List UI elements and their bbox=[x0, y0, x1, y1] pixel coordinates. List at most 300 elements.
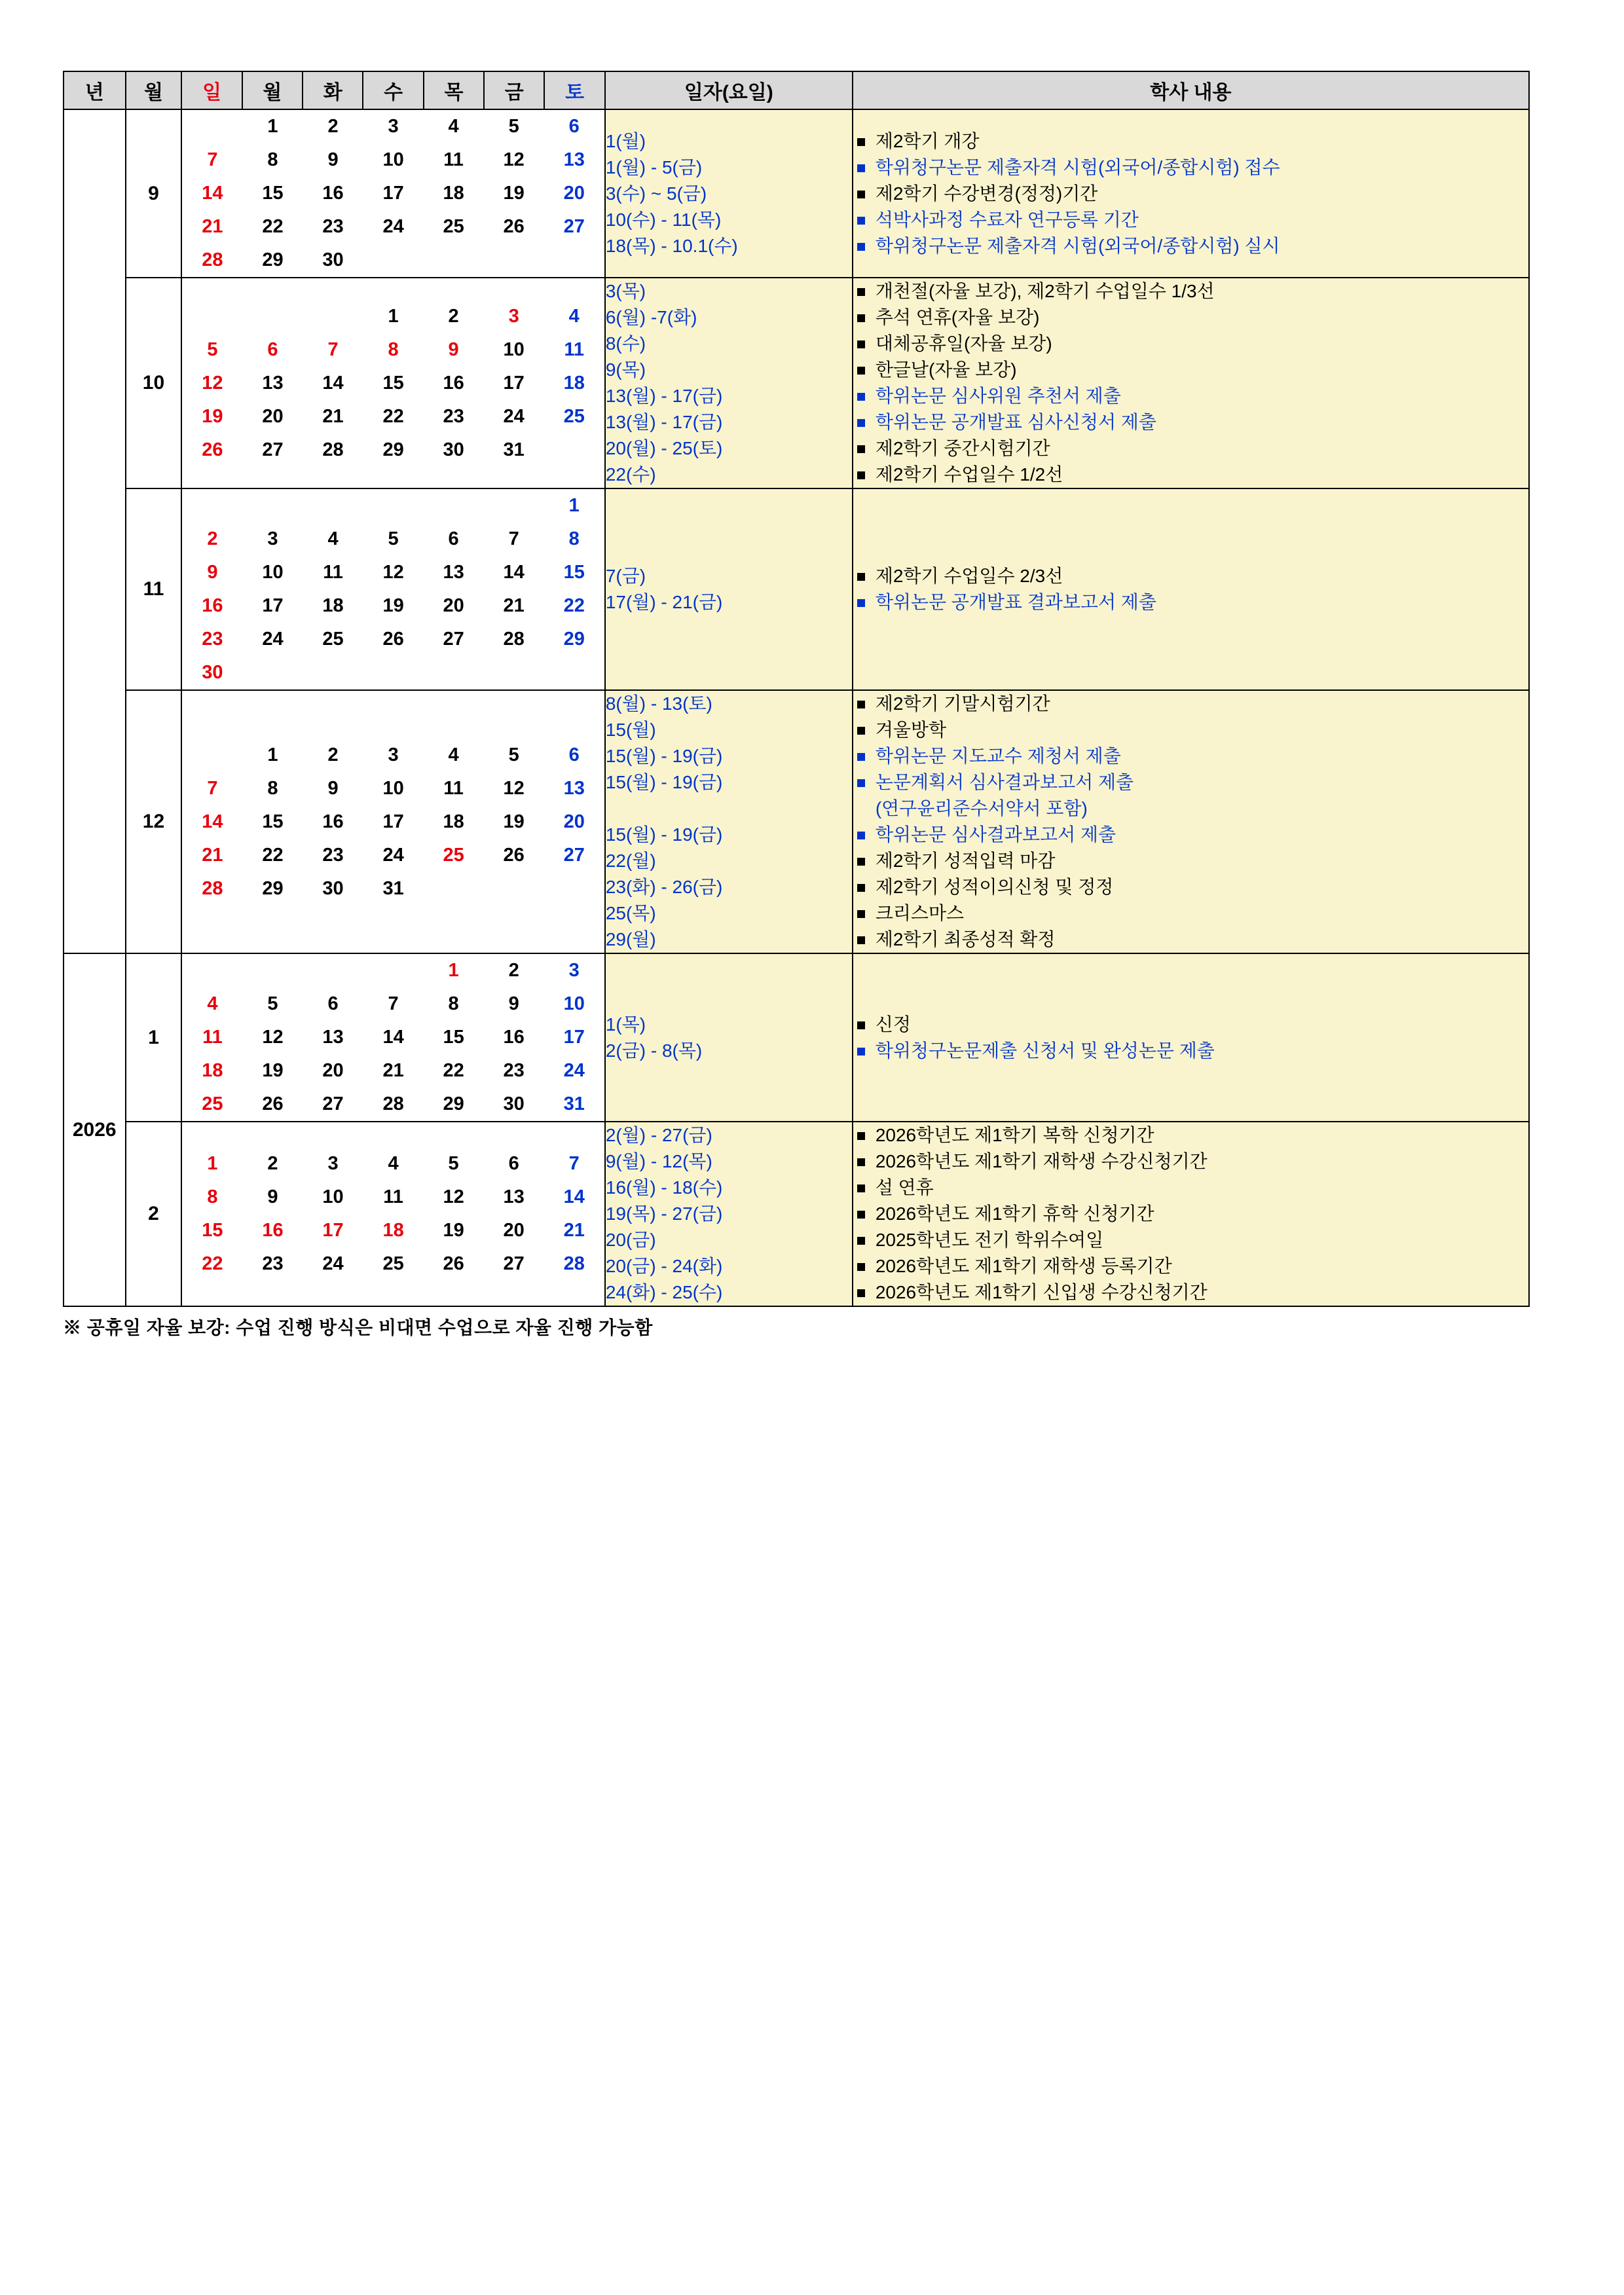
content-entry bbox=[853, 848, 1528, 874]
content-text: 한글날(자율 보강) bbox=[875, 359, 1017, 380]
calendar-week bbox=[182, 433, 604, 467]
mini-calendar bbox=[181, 488, 604, 690]
calendar-day: 30 bbox=[202, 662, 223, 683]
content-entry bbox=[853, 769, 1528, 796]
month-cell: 9 bbox=[126, 109, 182, 278]
date-entry: 18(목) - 10.1(수) bbox=[605, 235, 738, 256]
content-entry bbox=[853, 743, 1528, 769]
calendar-day: 12 bbox=[443, 1186, 464, 1207]
bullet-icon bbox=[857, 910, 865, 918]
calendar-day: 24 bbox=[382, 216, 404, 237]
date-entry: 22(월) bbox=[605, 851, 656, 871]
date-entry: 1(월) - 5(금) bbox=[605, 156, 703, 177]
calendar-day: 6 bbox=[568, 116, 580, 137]
calendar-day: 9 bbox=[327, 149, 339, 170]
calendar-day-empty bbox=[484, 244, 544, 277]
content-entry bbox=[853, 462, 1528, 488]
content-entry bbox=[853, 927, 1528, 953]
content-text: 2026학년도 제1학기 신입생 수강신청기간 bbox=[875, 1282, 1208, 1302]
calendar-day: 26 bbox=[503, 844, 525, 866]
calendar-day: 30 bbox=[322, 877, 344, 899]
header-weekday-thu: 목 bbox=[424, 71, 484, 109]
calendar-day: 14 bbox=[322, 372, 344, 394]
content-entry bbox=[853, 589, 1528, 615]
bullet-icon bbox=[857, 884, 865, 892]
calendar-day: 15 bbox=[443, 1027, 464, 1048]
calendar-day-empty bbox=[424, 489, 484, 523]
content-text: 2026학년도 제1학기 재학생 등록기간 bbox=[875, 1256, 1172, 1276]
table-body bbox=[64, 109, 1529, 1306]
content-text: 논문계획서 심사결과보고서 제출 bbox=[875, 772, 1134, 792]
calendar-day: 13 bbox=[262, 372, 284, 394]
calendar-week bbox=[182, 177, 604, 210]
calendar-day: 29 bbox=[262, 877, 284, 899]
date-list bbox=[605, 488, 853, 690]
date-entry: 15(월) bbox=[605, 720, 656, 740]
bullet-icon bbox=[857, 393, 865, 401]
calendar-week bbox=[182, 143, 604, 177]
calendar-day-empty bbox=[242, 489, 303, 523]
calendar-day: 5 bbox=[448, 1153, 459, 1174]
calendar-week bbox=[182, 400, 604, 433]
calendar-day-empty bbox=[424, 872, 484, 906]
mini-calendar bbox=[181, 109, 604, 278]
content-text: 학위논문 지도교수 제청서 제출 bbox=[875, 746, 1121, 766]
content-entry bbox=[853, 435, 1528, 462]
calendar-day: 15 bbox=[262, 811, 284, 832]
content-text: 추석 연휴(자율 보강) bbox=[875, 307, 1040, 327]
bullet-icon bbox=[857, 727, 865, 735]
calendar-day: 9 bbox=[508, 993, 519, 1014]
date-list bbox=[605, 109, 853, 278]
calendar-day: 11 bbox=[323, 562, 343, 583]
calendar-day: 17 bbox=[262, 595, 284, 616]
bullet-icon bbox=[857, 288, 865, 296]
date-entry: 25(목) bbox=[605, 903, 656, 923]
calendar-day: 25 bbox=[322, 629, 344, 650]
calendar-day-empty bbox=[363, 656, 424, 689]
date-entry: 24(화) - 25(수) bbox=[605, 1282, 723, 1302]
calendar-day: 18 bbox=[443, 183, 464, 204]
calendar-day: 9 bbox=[327, 777, 339, 799]
calendar-day: 6 bbox=[448, 528, 459, 549]
calendar-day: 18 bbox=[443, 811, 464, 832]
calendar-day: 1 bbox=[388, 305, 399, 327]
content-list bbox=[853, 488, 1529, 690]
calendar-day: 25 bbox=[443, 844, 464, 866]
bullet-icon bbox=[857, 217, 865, 225]
bullet-icon bbox=[857, 936, 865, 944]
calendar-day: 27 bbox=[563, 216, 585, 237]
date-entry: 7(금) bbox=[605, 566, 646, 586]
date-entry: 9(목) bbox=[605, 359, 646, 380]
content-entry bbox=[853, 691, 1528, 717]
calendar-day: 17 bbox=[563, 1027, 585, 1048]
calendar-day: 31 bbox=[503, 439, 525, 460]
date-entry: 2(금) - 8(목) bbox=[605, 1040, 703, 1061]
calendar-day: 9 bbox=[448, 339, 459, 360]
calendar-day: 2 bbox=[207, 528, 218, 549]
calendar-day-empty bbox=[182, 739, 242, 772]
calendar-day: 17 bbox=[503, 372, 525, 394]
calendar-week bbox=[182, 244, 604, 277]
content-entry bbox=[853, 1253, 1528, 1279]
calendar-day-empty bbox=[424, 656, 484, 689]
content-text: 개천절(자율 보강), 제2학기 수업일수 1/3선 bbox=[875, 281, 1215, 301]
calendar-day-empty bbox=[303, 954, 363, 987]
calendar-day: 21 bbox=[382, 1060, 404, 1081]
calendar-day: 4 bbox=[568, 305, 580, 327]
calendar-day: 19 bbox=[262, 1060, 284, 1081]
calendar-week bbox=[182, 954, 604, 987]
calendar-day: 6 bbox=[327, 993, 339, 1014]
header-weekday-tue: 화 bbox=[303, 71, 363, 109]
calendar-day: 5 bbox=[508, 744, 519, 765]
calendar-day: 21 bbox=[202, 844, 223, 866]
content-entry bbox=[853, 717, 1528, 743]
calendar-day: 16 bbox=[443, 372, 464, 394]
calendar-day: 7 bbox=[568, 1153, 580, 1174]
calendar-day: 16 bbox=[322, 811, 344, 832]
calendar-day: 29 bbox=[262, 249, 284, 270]
calendar-day: 5 bbox=[207, 339, 218, 360]
calendar-week bbox=[182, 589, 604, 623]
month-cell: 10 bbox=[126, 278, 182, 488]
header-weekday-sat: 토 bbox=[544, 71, 604, 109]
date-entry: 23(화) - 26(금) bbox=[605, 877, 723, 897]
calendar-week bbox=[182, 489, 604, 523]
content-text: 제2학기 최종성적 확정 bbox=[875, 929, 1056, 949]
bullet-icon bbox=[857, 340, 865, 348]
bullet-icon bbox=[857, 1021, 865, 1029]
calendar-day: 29 bbox=[443, 1093, 464, 1114]
calendar-day: 25 bbox=[443, 216, 464, 237]
calendar-day: 27 bbox=[563, 844, 585, 866]
content-entry bbox=[853, 233, 1528, 259]
calendar-week bbox=[182, 1088, 604, 1121]
calendar-day: 28 bbox=[563, 1253, 585, 1274]
calendar-day: 12 bbox=[262, 1027, 284, 1048]
calendar-day: 14 bbox=[202, 811, 223, 832]
content-text: 제2학기 성적이의신청 및 정정 bbox=[875, 877, 1114, 897]
date-entry: 20(월) - 25(토) bbox=[605, 438, 723, 458]
calendar-day: 3 bbox=[508, 305, 519, 327]
calendar-day: 6 bbox=[508, 1153, 519, 1174]
bullet-icon bbox=[857, 367, 865, 375]
bullet-icon bbox=[857, 701, 865, 708]
calendar-day: 12 bbox=[503, 149, 525, 170]
content-entry bbox=[853, 383, 1528, 409]
content-text: 학위논문 공개발표 심사신청서 제출 bbox=[875, 412, 1156, 432]
content-text: 학위논문 심사결과보고서 제출 bbox=[875, 824, 1116, 845]
calendar-day: 23 bbox=[322, 844, 344, 866]
date-entry: 6(월) -7(화) bbox=[605, 307, 697, 327]
date-entry: 29(월) bbox=[605, 929, 656, 949]
calendar-week bbox=[182, 987, 604, 1021]
calendar-day: 3 bbox=[568, 960, 580, 981]
bullet-icon bbox=[857, 1184, 865, 1192]
content-text: 석박사과정 수료자 연구등록 기간 bbox=[875, 209, 1139, 230]
calendar-day: 28 bbox=[382, 1093, 404, 1114]
calendar-day: 7 bbox=[207, 149, 218, 170]
calendar-week bbox=[182, 523, 604, 556]
calendar-day: 13 bbox=[563, 149, 585, 170]
mini-calendar bbox=[181, 690, 604, 953]
calendar-day: 29 bbox=[382, 439, 404, 460]
calendar-day: 17 bbox=[382, 811, 404, 832]
calendar-day: 18 bbox=[563, 372, 585, 394]
table-header bbox=[64, 71, 1529, 109]
calendar-day: 21 bbox=[322, 405, 344, 427]
calendar-day: 19 bbox=[503, 811, 525, 832]
calendar-day: 2 bbox=[508, 960, 519, 981]
calendar-day: 9 bbox=[267, 1186, 278, 1207]
calendar-day: 8 bbox=[448, 993, 459, 1014]
calendar-day: 26 bbox=[202, 439, 223, 460]
calendar-day: 30 bbox=[443, 439, 464, 460]
month-row bbox=[64, 690, 1529, 953]
bullet-icon bbox=[857, 471, 865, 479]
bullet-icon bbox=[857, 191, 865, 198]
content-entry bbox=[853, 128, 1528, 155]
calendar-week bbox=[182, 333, 604, 367]
calendar-week bbox=[182, 772, 604, 805]
header-content-column: 학사 내용 bbox=[853, 71, 1529, 109]
calendar-day: 23 bbox=[443, 405, 464, 427]
calendar-day: 6 bbox=[267, 339, 278, 360]
calendar-day: 4 bbox=[448, 116, 459, 137]
calendar-day-empty bbox=[484, 656, 544, 689]
calendar-day: 24 bbox=[563, 1060, 585, 1081]
calendar-day: 28 bbox=[202, 249, 223, 270]
bullet-icon bbox=[857, 832, 865, 839]
date-entry: 3(목) bbox=[605, 281, 646, 301]
bullet-icon bbox=[857, 858, 865, 866]
calendar-day-empty bbox=[242, 300, 303, 333]
calendar-day: 16 bbox=[503, 1027, 525, 1048]
date-entry: 1(월) bbox=[605, 130, 646, 151]
calendar-day: 16 bbox=[202, 595, 223, 616]
content-entry bbox=[853, 822, 1528, 848]
calendar-day: 14 bbox=[563, 1186, 585, 1207]
content-entry bbox=[853, 1148, 1528, 1175]
content-entry bbox=[853, 1227, 1528, 1253]
calendar-day: 8 bbox=[568, 528, 580, 549]
calendar-day: 1 bbox=[207, 1153, 218, 1174]
calendar-week bbox=[182, 210, 604, 244]
calendar-day: 8 bbox=[207, 1186, 218, 1207]
calendar-day: 26 bbox=[443, 1253, 464, 1274]
month-cell: 11 bbox=[126, 488, 182, 690]
bullet-icon bbox=[857, 1263, 865, 1271]
calendar-day: 10 bbox=[382, 149, 404, 170]
calendar-week bbox=[182, 839, 604, 872]
calendar-day: 22 bbox=[563, 595, 585, 616]
content-text: 대체공휴일(자율 보강) bbox=[875, 333, 1052, 354]
content-text: 제2학기 중간시험기간 bbox=[875, 438, 1050, 458]
bullet-icon bbox=[857, 1237, 865, 1245]
calendar-day: 28 bbox=[202, 877, 223, 899]
content-text: 2026학년도 제1학기 복학 신청기간 bbox=[875, 1125, 1154, 1145]
calendar-day: 9 bbox=[207, 562, 218, 583]
calendar-day: 11 bbox=[443, 149, 464, 170]
calendar-day: 23 bbox=[262, 1253, 284, 1274]
calendar-day-empty bbox=[182, 110, 242, 143]
calendar-day: 30 bbox=[503, 1093, 525, 1114]
header-year: 년 bbox=[64, 71, 126, 109]
mini-calendar bbox=[181, 953, 604, 1122]
calendar-day: 18 bbox=[322, 595, 344, 616]
calendar-day: 20 bbox=[563, 811, 585, 832]
calendar-day: 15 bbox=[563, 562, 585, 583]
calendar-day-empty bbox=[484, 489, 544, 523]
calendar-day: 30 bbox=[322, 249, 344, 270]
content-text: 학위청구논문 제출자격 시험(외국어/종합시험) 접수 bbox=[875, 156, 1280, 177]
month-row bbox=[64, 488, 1529, 690]
calendar-day: 2 bbox=[327, 116, 339, 137]
calendar-day-empty bbox=[303, 300, 363, 333]
calendar-day: 5 bbox=[508, 116, 519, 137]
calendar-week bbox=[182, 1247, 604, 1281]
date-entry: 13(월) - 17(금) bbox=[605, 412, 723, 432]
calendar-day: 3 bbox=[327, 1153, 339, 1174]
content-entry bbox=[853, 900, 1528, 927]
date-entry: 16(월) - 18(수) bbox=[605, 1177, 723, 1198]
calendar-day: 6 bbox=[568, 744, 580, 765]
academic-calendar-table bbox=[63, 71, 1530, 1307]
calendar-day: 26 bbox=[262, 1093, 284, 1114]
month-row bbox=[64, 109, 1529, 278]
header-weekday-mon: 월 bbox=[242, 71, 303, 109]
calendar-day: 23 bbox=[322, 216, 344, 237]
calendar-day: 22 bbox=[443, 1060, 464, 1081]
calendar-day-empty bbox=[303, 656, 363, 689]
calendar-week bbox=[182, 1181, 604, 1214]
calendar-day-empty bbox=[484, 872, 544, 906]
calendar-day: 20 bbox=[262, 405, 284, 427]
calendar-week bbox=[182, 1147, 604, 1181]
calendar-day: 22 bbox=[262, 216, 284, 237]
calendar-day: 21 bbox=[503, 595, 525, 616]
calendar-week bbox=[182, 1214, 604, 1247]
content-entry bbox=[853, 207, 1528, 233]
year-cell bbox=[64, 109, 126, 953]
month-row bbox=[64, 278, 1529, 488]
date-entry: 8(수) bbox=[605, 333, 646, 354]
content-text: 제2학기 성적입력 마감 bbox=[875, 851, 1056, 871]
calendar-day: 20 bbox=[443, 595, 464, 616]
calendar-day: 21 bbox=[563, 1220, 585, 1241]
date-entry: 10(수) - 11(목) bbox=[605, 209, 722, 230]
bullet-icon bbox=[857, 419, 865, 427]
bullet-icon bbox=[857, 1048, 865, 1056]
content-entry bbox=[853, 1038, 1528, 1064]
calendar-day: 5 bbox=[388, 528, 399, 549]
calendar-day: 10 bbox=[503, 339, 525, 360]
calendar-day: 25 bbox=[202, 1093, 223, 1114]
calendar-week bbox=[182, 1021, 604, 1054]
calendar-day-empty bbox=[544, 433, 604, 467]
content-text: 학위청구논문 제출자격 시험(외국어/종합시험) 실시 bbox=[875, 235, 1280, 256]
date-list bbox=[605, 278, 853, 488]
month-row bbox=[64, 1122, 1529, 1306]
calendar-day: 24 bbox=[262, 629, 284, 650]
footnote: ※ 공휴일 자율 보강: 수업 진행 방식은 비대면 수업으로 자율 진행 가능함 bbox=[63, 1317, 653, 1338]
calendar-day: 13 bbox=[563, 777, 585, 799]
calendar-day: 2 bbox=[327, 744, 339, 765]
calendar-day: 10 bbox=[382, 777, 404, 799]
month-cell: 2 bbox=[126, 1122, 182, 1306]
date-entry: 2(월) - 27(금) bbox=[605, 1125, 712, 1145]
content-entry bbox=[853, 357, 1528, 383]
date-list bbox=[605, 690, 853, 953]
content-entry bbox=[853, 155, 1528, 181]
calendar-day: 15 bbox=[202, 1220, 223, 1241]
bullet-icon bbox=[857, 753, 865, 761]
calendar-week bbox=[182, 805, 604, 839]
calendar-day: 12 bbox=[382, 562, 404, 583]
calendar-day: 4 bbox=[327, 528, 339, 549]
calendar-day: 7 bbox=[327, 339, 339, 360]
calendar-day: 4 bbox=[207, 993, 218, 1014]
calendar-day-empty bbox=[182, 300, 242, 333]
calendar-day: 14 bbox=[503, 562, 525, 583]
calendar-week bbox=[182, 110, 604, 143]
calendar-day: 13 bbox=[322, 1027, 344, 1048]
calendar-day: 3 bbox=[388, 116, 399, 137]
calendar-day-empty bbox=[182, 954, 242, 987]
calendar-day-empty bbox=[242, 656, 303, 689]
calendar-day-empty bbox=[424, 244, 484, 277]
calendar-day: 14 bbox=[382, 1027, 404, 1048]
content-list bbox=[853, 690, 1529, 953]
calendar-day: 8 bbox=[267, 149, 278, 170]
calendar-day: 20 bbox=[503, 1220, 525, 1241]
content-entry bbox=[853, 1175, 1528, 1201]
calendar-day: 24 bbox=[322, 1253, 344, 1274]
calendar-day-empty bbox=[363, 489, 424, 523]
bullet-icon bbox=[857, 1289, 865, 1297]
calendar-day: 1 bbox=[267, 116, 278, 137]
calendar-day: 12 bbox=[503, 777, 525, 799]
date-entry: 20(금) bbox=[605, 1230, 656, 1250]
calendar-day: 20 bbox=[322, 1060, 344, 1081]
content-text: 학위논문 심사위원 추천서 제출 bbox=[875, 386, 1121, 406]
content-entry bbox=[853, 1201, 1528, 1227]
calendar-day: 22 bbox=[262, 844, 284, 866]
calendar-day: 27 bbox=[322, 1093, 344, 1114]
content-text: 크리스마스 bbox=[875, 903, 965, 923]
calendar-day: 26 bbox=[382, 629, 404, 650]
calendar-day: 27 bbox=[503, 1253, 525, 1274]
year-cell: 2026 bbox=[64, 953, 126, 1306]
date-entry: 22(수) bbox=[605, 464, 656, 485]
bullet-icon bbox=[857, 1158, 865, 1166]
calendar-day: 17 bbox=[382, 183, 404, 204]
calendar-day: 25 bbox=[563, 405, 585, 427]
header-weekday-wed: 수 bbox=[363, 71, 423, 109]
content-text: 신정 bbox=[875, 1014, 911, 1035]
calendar-day-empty bbox=[182, 489, 242, 523]
calendar-day: 28 bbox=[322, 439, 344, 460]
calendar-day: 27 bbox=[262, 439, 284, 460]
calendar-week bbox=[182, 556, 604, 589]
calendar-day-empty bbox=[544, 872, 604, 906]
calendar-week bbox=[182, 739, 604, 772]
calendar-day: 1 bbox=[448, 960, 459, 981]
content-text: 학위청구논문제출 신청서 및 완성논문 제출 bbox=[875, 1040, 1215, 1061]
calendar-day: 16 bbox=[322, 183, 344, 204]
